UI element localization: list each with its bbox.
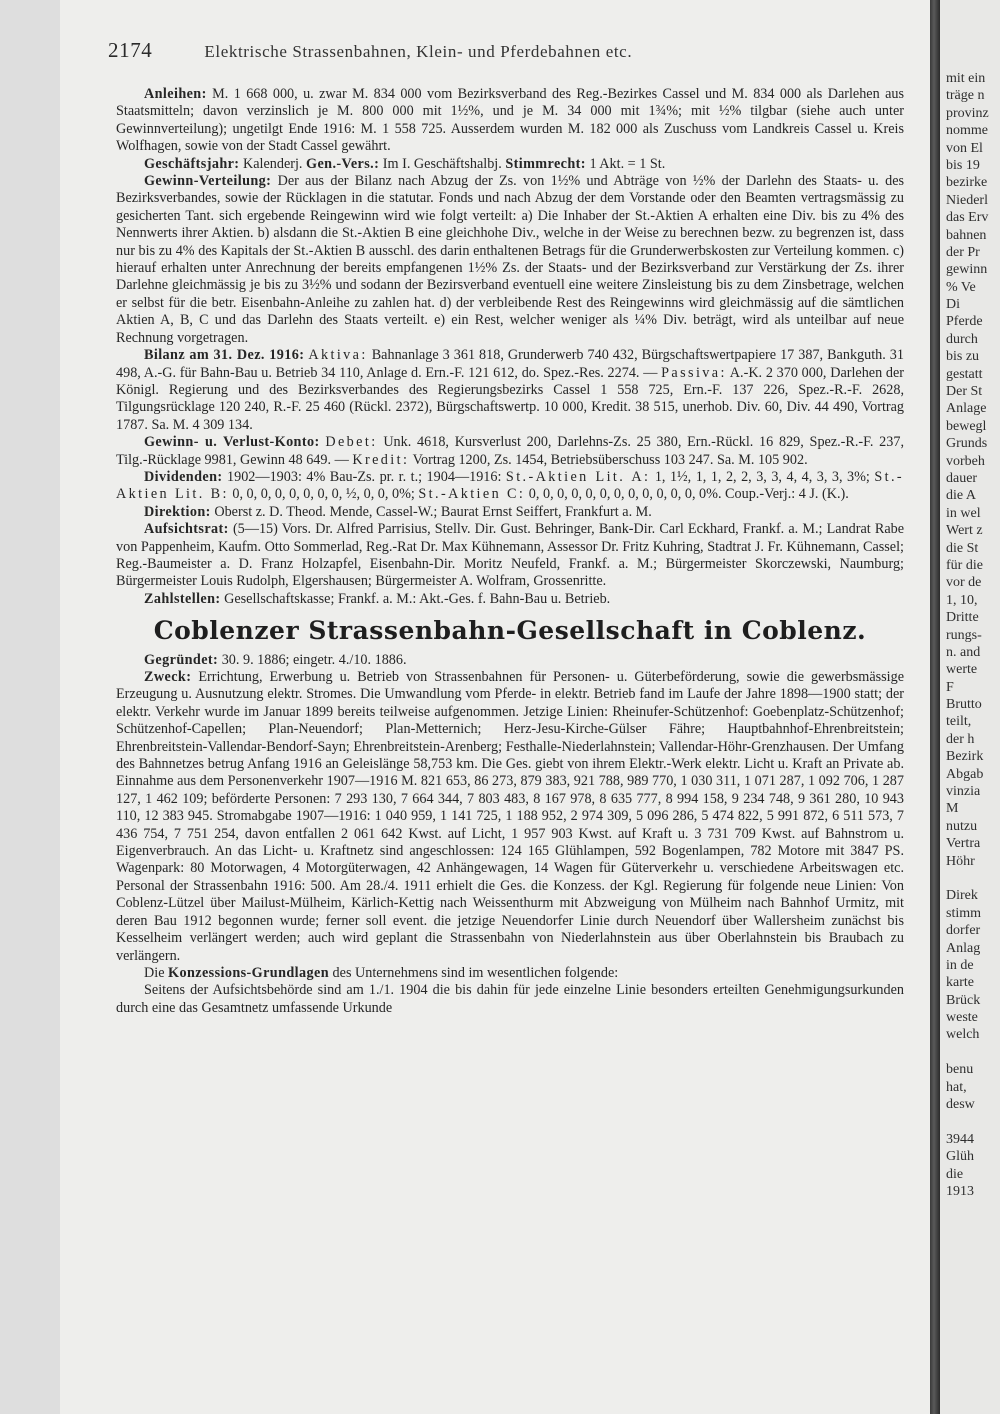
dividenden-b-text: 0, 0, 0, 0, 0, 0, 0, 0, ½, 0, 0, 0%; xyxy=(232,486,415,503)
konz-label: Konzessions-Grundlagen xyxy=(168,964,329,981)
right-page-line: nomme xyxy=(946,123,988,139)
right-page-line: Niederl xyxy=(946,192,988,208)
anleihen-label: Anleihen: xyxy=(144,86,207,102)
right-page-line: bewegl xyxy=(946,418,987,434)
genvers-label: Gen.-Vers.: xyxy=(306,155,380,172)
konz-post: des Unternehmens sind im wesentlichen folgende: xyxy=(332,964,619,981)
right-page-line: F xyxy=(946,679,954,695)
anleihen-text: M. 1 668 000, u. zwar M. 834 000 vom Bezirksverband des Reg.-Bezirkes Cassel und M. 834 000 als Darlehen aus Staatsmitteln; davon verzinslich je M. 800 000 mit 1½%, und je M. 34 000 mit 1¾%; mit ½% tilgbar (siehe auch unter Gewinnverteilung); ungetilgt Ende 1916: M. 1 558 725. Ausserdem wurden M. 182 000 als Zuschuss vom Landkreis Cassel u. Kreis Wolfhagen, sowie von der Stadt Cassel gewährt. xyxy=(116,86,905,155)
right-page-line: Anlag xyxy=(946,940,981,956)
right-page-line: mit ein xyxy=(946,71,986,86)
right-page-line: die A xyxy=(946,488,976,504)
right-page-text xyxy=(946,70,1000,1200)
right-page-line: Di xyxy=(946,297,960,313)
right-page-line: Pferde xyxy=(946,314,983,330)
gewinn-text: Der aus der Bilanz nach Abzug der Zs. von 1½% und Abträge von ½% der Darlehn des Staats- u. des Bezirksverbandes, sowie der Rücklagen in die statutar. Fonds und nach Abzug der dem Vorstande oder den Beamten vertragsmässig zu gesicherten Tant. sich ergebende Reingewinn wird wie folgt verteilt: a) Die Inhaber der St.-Aktien A erhalten eine Div. bis zu 4% des Nennwerts ihrer Aktien. b) alsdann die St.-Aktien B eine gleichhohe Div., welche in der Weise zu berechnen bezw. zu begrenzen ist, dass nur bis zu 4% des Kapitals der St.-Aktien B ausschl. des darin enthaltenen Betrags für die Grunderwerbskosten zur Verteilung kommen. c) hierauf erhalten unter Anrechnung der bereits empfangenen 1½% Zs. der Staats- und der Bezirksverband zur Verstärkung der Zs. ihrer Darlehne gleichmässig je bis zu 3½% und sodann der Bezirsverband eventuell eine weitere Zinsleistung bis zu dem Zinsbetrage, welchen er selbst für die betr. Eisenbahn-Anleihe zu zahlen hat. d) der verbleibende Rest des Reingewinns wird gleichmässig auf die sämtlichen Aktien A, B, C und das Darlehn des Staats verteilt. e) ein Rest, welcher weniger als ¼% Div. beträgt, wird als unteilbar auf neue Rechnung vorgetragen. xyxy=(116,173,905,346)
right-page-line: die xyxy=(946,1166,964,1182)
right-page-line: dauer xyxy=(946,470,978,486)
right-page-line: teilt, xyxy=(946,714,972,730)
right-page-line: hat, xyxy=(946,1079,967,1095)
right-page-line: nutzu xyxy=(946,818,978,834)
right-page-line: Grunds xyxy=(946,436,988,452)
direktion-paragraph xyxy=(116,504,904,521)
right-page-line xyxy=(946,870,1000,887)
page-number: 2174 xyxy=(108,38,153,62)
direktion-label: Direktion: xyxy=(144,503,211,520)
aufsichtsrat-text: (5—15) Vors. Dr. Alfred Parrisius, Stellv. Dir. Gust. Behringer, Bank-Dir. Carl Eckhard, Frankf. a. M.; Landrat Rabe von Pappenheim, Kaufm. Otto Sommerlad, Reg.-Rat Dr. Max Kühnemann, Assessor Dr. Fritz Kuhring, Stadtrat J. Fr. Kühnemann, Cassel; Reg.-Baumeister a. D. Franz Holzapfel, Eisenbahn-Dir. Moritz Neufeld, Frankf. a. M.; Bürgermeister Skorczewski, Naumburg; Bürgermeister Louis Rudolph, Elgershausen; Bürgermeister A. Wolfram, Grossenritte. xyxy=(116,521,905,590)
gewinn-paragraph xyxy=(116,173,904,347)
right-page-line: stimm xyxy=(946,905,982,921)
right-page-line: für die xyxy=(946,557,983,573)
right-page-line: weste xyxy=(946,1010,978,1026)
zweck-paragraph xyxy=(116,669,904,965)
right-page-fragment xyxy=(940,0,1000,1414)
right-page-line: werte xyxy=(946,662,978,678)
right-page-line: Brutto xyxy=(946,697,982,713)
right-page-line: bahnen xyxy=(946,227,987,243)
right-page-line: vinzia xyxy=(946,784,981,800)
right-page-line: das Erv xyxy=(946,210,989,226)
right-page-line: träge n xyxy=(946,88,985,104)
dividenden-c-text: 0, 0, 0, 0, 0, 0, 0, 0, 0, 0, 0, 0, 0%. Coup.-Verj.: 4 J. (K.). xyxy=(528,486,849,503)
right-page-line: in wel xyxy=(946,505,981,521)
right-page-line: vorbeh xyxy=(946,453,985,469)
right-page-line: der Pr xyxy=(946,244,980,260)
right-page-line: Glüh xyxy=(946,1149,974,1165)
right-page-line: karte xyxy=(946,975,974,991)
right-page-line: dorfer xyxy=(946,923,981,939)
zweck-text: Errichtung, Erwerbung u. Betrieb von Strassenbahnen für Personen- u. Güterbeförderung, sowie die gewerbsmässige Erzeugung u. Ausnutzung elektr. Stromes. Die Umwandlung vom Pferde- in elektr. Betrieb fand im Laufe der Jahre 1898—1900 statt; der elektr. Verkehr wurde im Januar 1899 bereits teilweise aufgenommen. Jetzige Linien: Rheinufer-Schützenhof: Goebenplatz-Schützenhof; Schützenhof-Capellen; Plan-Neuendorf; Plan-Metternich; Herz-Jesu-Kirche-Gülser Fähre; Hauptbahnhof-Ehrenbreitstein; Ehrenbreitstein-Vallendar-Bendorf-Sayn; Ehrenbreitstein-Arenberg; Festhalle-Niederlahnstein; Vallendar-Höhr-Grenzhausen. Der Umfang des Bahnnetzes betrug Anfang 1916 an Geleislänge 58,753 km. Die Ges. giebt von ihrem Elektr.-Werk elektr. Licht u. Kraft an Private ab. Einnahme aus dem Personenverkehr 1907—1916 M. 821 653, 86 273, 879 383, 921 788, 989 770, 1 030 311, 1 071 287, 1 092 706, 1 287 127, 1 462 109; beförderte Personen: 7 293 130, 7 664 344, 7 803 483, 8 167 978, 8 635 777, 8 994 158, 9 234 748, 9 361 280, 10 943 110, 12 383 945. Stromabgabe 1907—1916: 1 040 959, 1 141 725, 1 188 952, 2 974 309, 5 096 286, 5 474 822, 5 991 872, 6 511 573, 7 436 754, 7 751 254, davon entfallen 2 061 642 Kwst. auf Licht, 1 957 903 Kwst. auf Kraft u. 3 731 709 Kwst. auf Bahnstrom u. Eigenverbrauch. An das Licht- u. Kraftnetz sind angeschlossen: 124 165 Glühlampen, 592 Bogenlampen, 782 Motore mit 3847 PS. Wagenpark: 80 Motorwagen, 4 Motorgüterwagen, 42 Anhängewagen, 14 Wagen für Güterverkehr u. verschiedene Arbeitswagen etc. Personal der Strassenbahn 1916: 500. Am 28./4. 1911 erhielt die Ges. die Konzess. der Kgl. Regierung für folgende neue Linien: Von Coblenz-Lützel über Mailust-Mülheim, Kärlich-Kettig nach Weissenthurm mit Abzweigung von Mülheim nach Bahnhof Urmitz, mit deren Bau 1912 begonnen wurde; ferner soll event. die jetzige Neuendorfer Linie durch Neuendorf über Wallersheim zunächst bis Kesselheim verlängert werden; auch wird geplant die Strassenbahn von Niederlahnstein aus über Oberlahnstein bis Braubach zu verlängern. xyxy=(116,669,904,964)
dividenden-c-label: St.-Aktien C: xyxy=(418,486,526,503)
right-page-line: Der St xyxy=(946,384,983,400)
right-page-line: welch xyxy=(946,1027,980,1043)
dividenden-a-label: St.-Aktien Lit. A: xyxy=(505,468,651,485)
debet-label: Debet: xyxy=(325,434,378,451)
aktiva-text: Bahnanlage 3 361 818, Grunderwerb 740 432, Bürgschaftswertpapiere 17 387, Bankguth. 31 498, A.-G. für Bahn-Bau u. Betrieb 34 110, Anlage d. Ern.-F. 121 612, do. Spez.-Res. 2274. — xyxy=(116,347,904,381)
right-page-line: von El xyxy=(946,140,983,156)
right-page-line: 3944 xyxy=(946,1131,974,1147)
right-page-line: desw xyxy=(946,1097,975,1113)
right-page-line: 1, 10, xyxy=(946,592,978,608)
right-page-line: Dritte xyxy=(946,610,979,626)
right-page-line: vor de xyxy=(946,575,982,591)
seitens-paragraph xyxy=(116,982,904,1017)
stimmrecht-text: 1 Akt. = 1 St. xyxy=(589,155,666,172)
bilanz-paragraph xyxy=(116,347,904,434)
gegruendet-text: 30. 9. 1886; eingetr. 4./10. 1886. xyxy=(221,651,407,668)
right-page-line: Anlage xyxy=(946,401,987,417)
book-gutter xyxy=(930,0,940,1414)
geschaeftsjahr-text: Kalenderj. xyxy=(242,155,303,172)
stimmrecht-label: Stimmrecht: xyxy=(505,155,586,172)
zweck-label: Zweck: xyxy=(144,669,192,685)
right-page-line: 1913 xyxy=(946,1184,974,1199)
right-page-line: % Ve xyxy=(946,279,976,295)
right-page-line: rungs- xyxy=(946,627,982,643)
zahlstellen-paragraph xyxy=(116,591,904,608)
konzessions-paragraph xyxy=(116,965,904,982)
right-page-line: die St xyxy=(946,540,979,556)
seitens-text: Seitens der Aufsichtsbehörde sind am 1./1. 1904 die bis dahin für jede einzelne Linie besonders erteilten Genehmigungsurkunden durch eine das Gesamtnetz umfassende Urkunde xyxy=(116,982,904,1016)
right-page-line: Abgab xyxy=(946,766,984,782)
genvers-text: Im I. Geschäftshalbj. xyxy=(382,155,502,172)
right-page-line: Bezirk xyxy=(946,749,984,765)
right-page-line: M xyxy=(946,801,959,817)
gewinn-label: Gewinn-Verteilung: xyxy=(144,173,272,190)
right-page-line: benu xyxy=(946,1062,974,1078)
right-page-line xyxy=(946,1044,1000,1061)
right-page-line xyxy=(946,1113,1000,1130)
konz-pre: Die xyxy=(144,964,165,981)
gv-paragraph xyxy=(116,434,904,469)
direktion-text: Oberst z. D. Theod. Mende, Cassel-W.; Baurat Ernst Seiffert, Frankfurt a. M. xyxy=(214,503,652,520)
company-title: Coblenzer Strassenbahn-Gesellschaft in Coblenz. xyxy=(153,616,867,646)
passiva-text: A.-K. 2 370 000, Darlehen der Königl. Regierung und des Bezirksverbandes des Regierungsbezirks Cassel 1 558 725, Ern.-F. 137 226, Spez.-R.-F. 2628, Tilgungsrücklage 120 240, R.-F. 25 460 (Rückl. 2372), Bürgschaftswertp. 10 000, Kredit. 38 515, unerhob. Div. 60, Div. 44 490, Vortrag 1787. Sa. M. 4 309 134. xyxy=(116,364,905,433)
bilanz-label: Bilanz am 31. Dez. 1916: xyxy=(144,347,305,364)
kredit-text: Vortrag 1200, Zs. 1454, Betriebsüberschuss 103 247. Sa. M. 105 902. xyxy=(412,451,808,468)
right-page-line: Höhr xyxy=(946,853,975,869)
zahlstellen-text: Gesellschaftskasse; Frankf. a. M.: Akt.-Ges. f. Bahn-Bau u. Betrieb. xyxy=(224,590,611,607)
geschaeftsjahr-label: Geschäftsjahr: xyxy=(144,155,240,172)
gegruendet-label: Gegründet: xyxy=(144,651,219,668)
dividenden-label: Dividenden: xyxy=(144,468,223,485)
right-page-line: gestatt xyxy=(946,366,983,382)
right-page-line: der h xyxy=(946,731,975,747)
gv-label: Gewinn- u. Verlust-Konto: xyxy=(144,434,320,451)
right-page-line: Wert z xyxy=(946,523,983,539)
right-page-line: Direk xyxy=(946,888,978,904)
gegruendet-paragraph xyxy=(116,652,904,669)
aktiva-label: Aktiva: xyxy=(308,347,368,364)
right-page-line: gewinn xyxy=(946,262,988,278)
right-page-line: bis zu xyxy=(946,349,980,365)
anleihen-paragraph xyxy=(116,86,904,156)
passiva-label: Passiva: xyxy=(661,364,727,381)
right-page-line: bezirke xyxy=(946,175,988,191)
kredit-label: Kredit: xyxy=(352,451,410,468)
running-header xyxy=(108,38,908,63)
zahlstellen-label: Zahlstellen: xyxy=(144,590,221,607)
debet-text: Unk. 4618, Kursverlust 200, Darlehns-Zs. 25 380, Ern.-Rückl. 16 829, Spez.-R.-F. 237, Tilg.-Rücklage 9981, Gewinn 48 649. — xyxy=(116,434,905,468)
right-page-line: provinz xyxy=(946,105,989,121)
right-page-line: n. and xyxy=(946,644,981,660)
aufsichtsrat-label: Aufsichtsrat: xyxy=(144,521,229,538)
dividenden-paragraph xyxy=(116,469,904,504)
geschaeftsjahr-paragraph xyxy=(116,156,904,173)
dividenden-b-label: St.-Aktien Lit. B: xyxy=(116,468,905,503)
aufsichtsrat-paragraph xyxy=(116,521,904,591)
running-title: Elektrische Strassenbahnen, Klein- und Pferdebahnen etc. xyxy=(204,42,633,61)
right-page-line: durch xyxy=(946,331,978,347)
right-page-line: Brück xyxy=(946,992,981,1008)
right-page-line: in de xyxy=(946,957,974,973)
right-page-line: bis 19 xyxy=(946,157,980,173)
dividenden-a-text: 1, 1½, 1, 1, 2, 2, 3, 3, 4, 4, 3, 3, 3%; xyxy=(654,468,870,485)
right-page-line: Vertra xyxy=(946,836,981,852)
article-body xyxy=(116,86,904,1017)
dividenden-text: 1902—1903: 4% Bau-Zs. pr. r. t.; 1904—1916: xyxy=(227,468,502,485)
